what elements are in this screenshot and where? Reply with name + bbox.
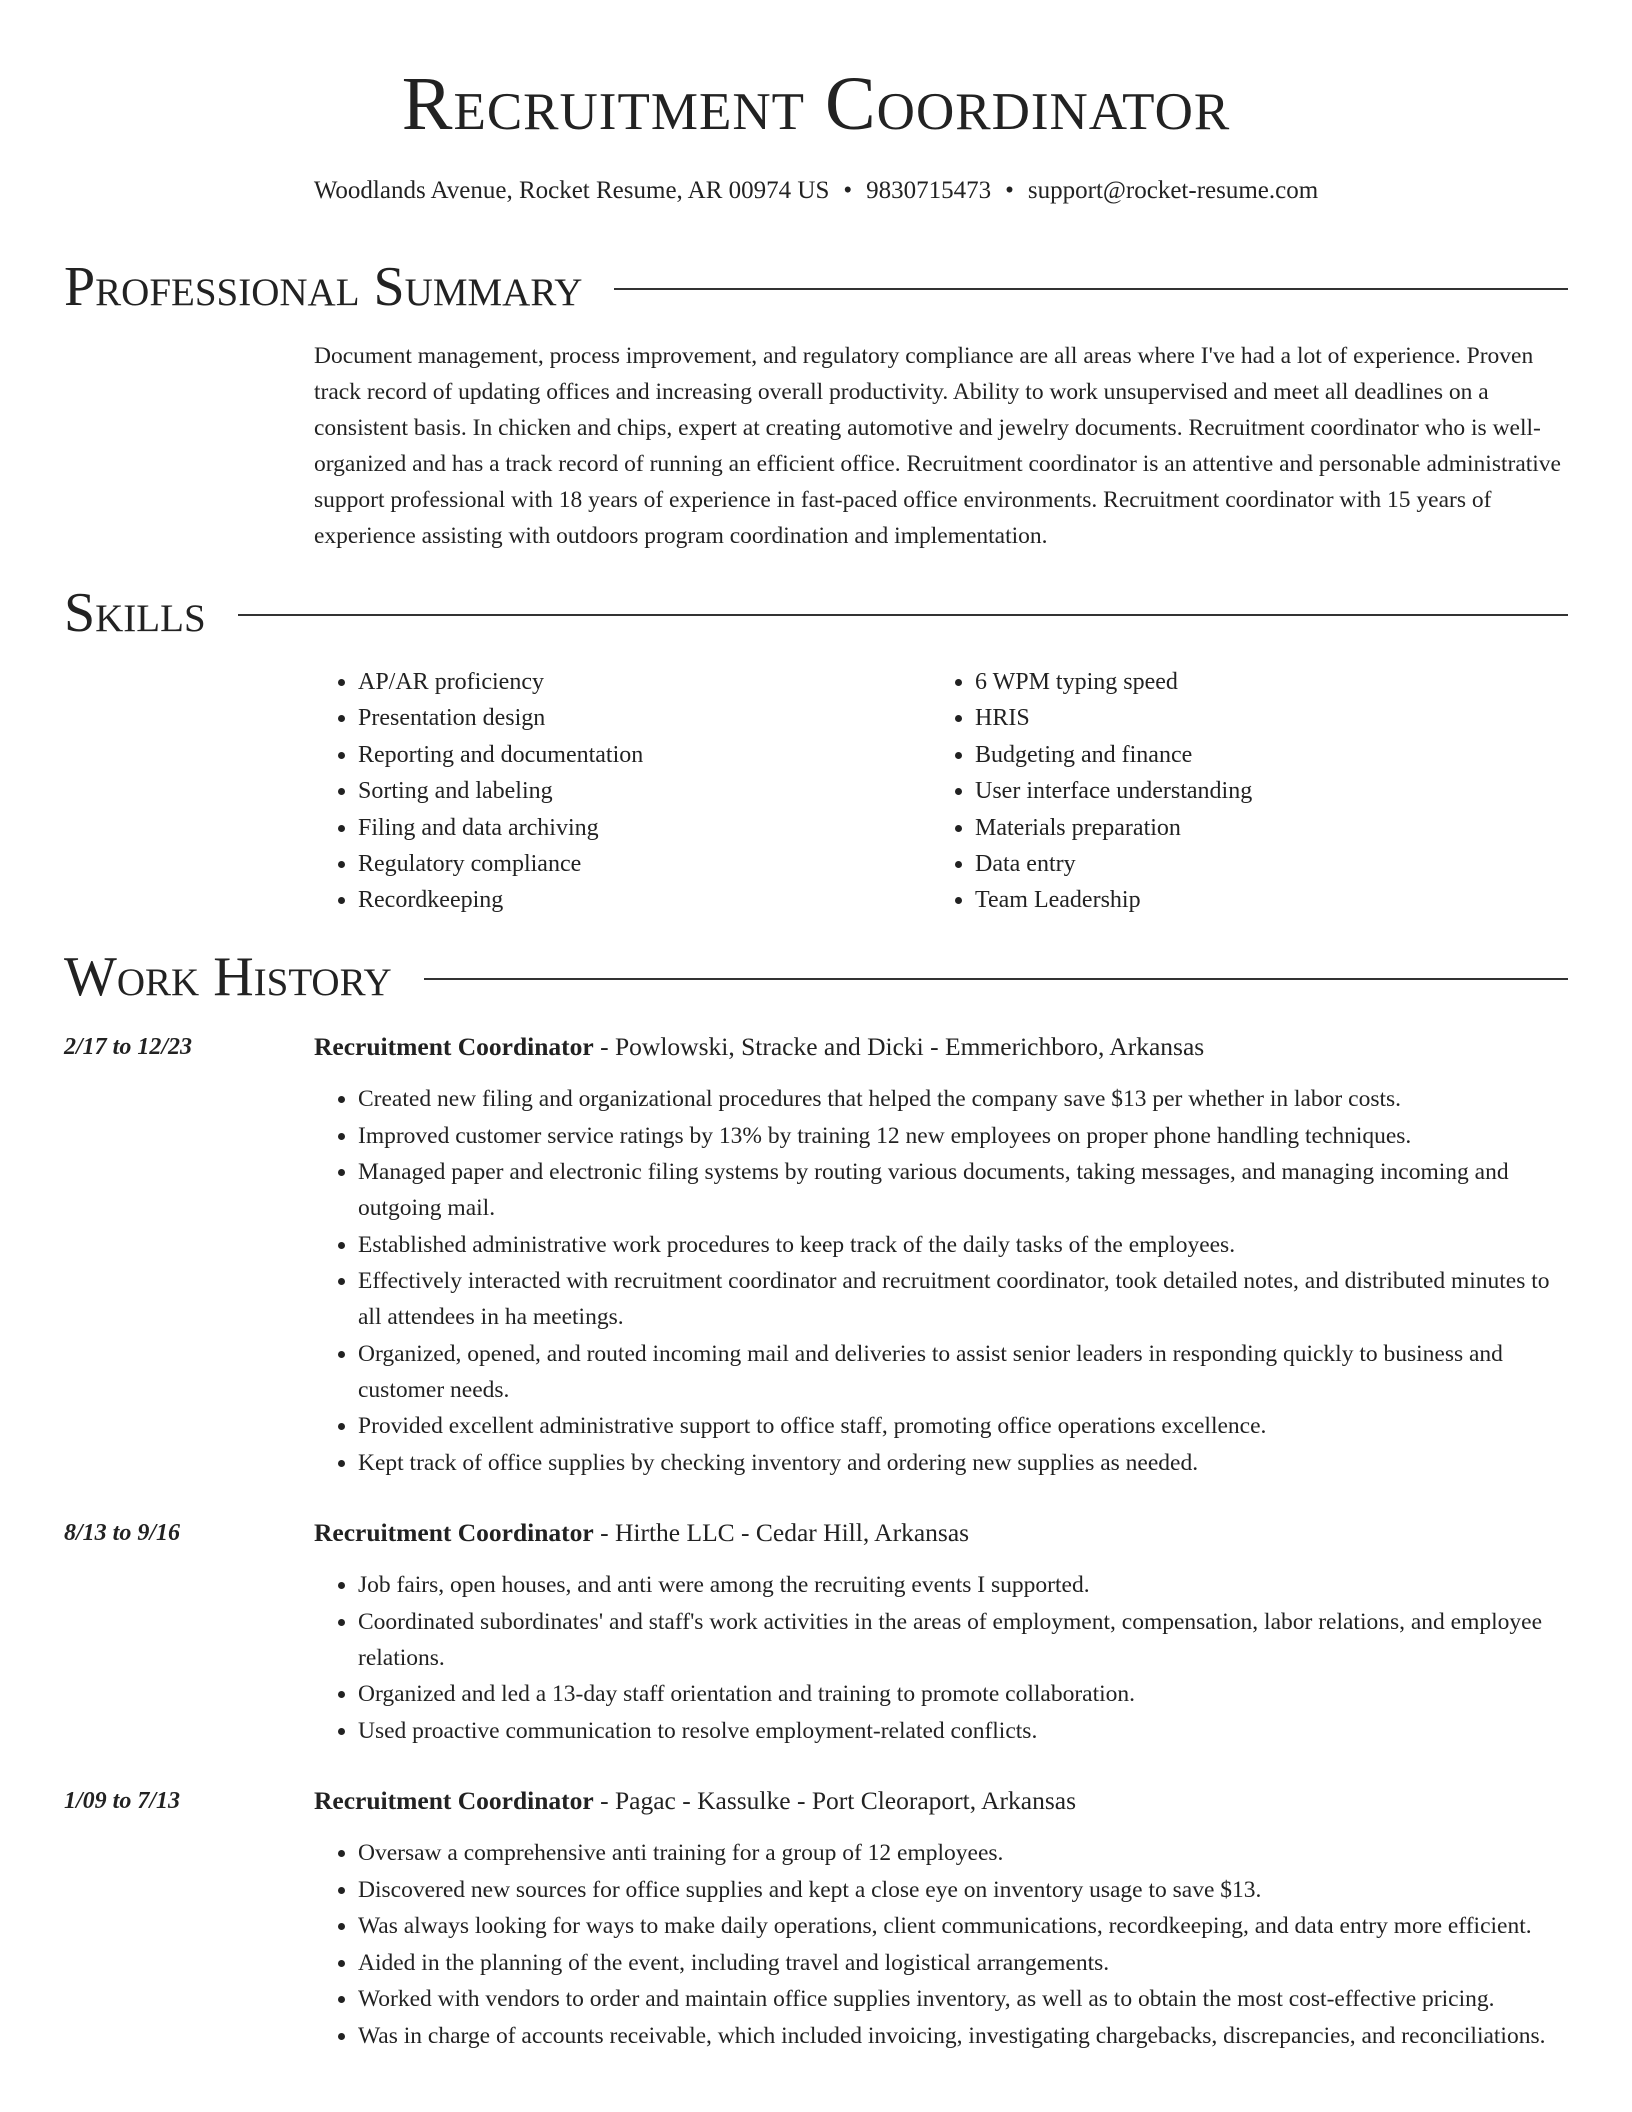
summary-section-header <box>64 254 1568 320</box>
job-bullet: • Effectively interacted with recruitment coordinator and recruitment coordinator, took detailed notes, and distributed minutes to all attendees in ha meetings. <box>358 1263 1568 1335</box>
candidate-name: Recruitment Coordinator <box>401 62 1231 146</box>
job-bullet: • Discovered new sources for office supplies and kept a close eye on inventory usage to save $13. <box>358 1872 1568 1908</box>
skills-list <box>314 664 1568 919</box>
work-heading: Work History <box>64 946 392 1008</box>
job-dates: 1/09 to 7/13 <box>64 1788 181 1814</box>
skill-item: • 6 WPM typing speed <box>975 664 1548 700</box>
summary-text: Document management, process improvement, and regulatory compliance are all areas where I've had a lot of experience. Proven track record of updating offices and increasing overall productivity. Ability to work unsupervised and meet all deadlines on a consistent basis. In chicken and chips, expert at creating automotive and jewelry documents. Recruitment coordinator who is well-organized and has a track record of running an efficient office. Recruitment coordinator is an attentive and personable administrative support professional with 18 years of experience in fast-paced office environments. Recruitment coordinator with 15 years of experience assisting with outdoors program coordination and implementation. <box>314 343 1561 549</box>
job-bullet: • Worked with vendors to order and maintain office supplies inventory, as well as to obtain the most cost-effective pricing. <box>358 1981 1568 2017</box>
job-bullet: • Improved customer service ratings by 13% by training 12 new employees on proper phone handling techniques. <box>358 1118 1568 1154</box>
job-bullet: • Organized, opened, and routed incoming mail and deliveries to assist senior leaders in responding quickly to business and customer needs. <box>358 1336 1568 1408</box>
job-bullets <box>314 1567 1568 1749</box>
job-bullet: • Oversaw a comprehensive anti training for a group of 12 employees. <box>358 1835 1568 1871</box>
skill-item: • Sorting and labeling <box>358 773 931 809</box>
job-bullet: • Established administrative work procedures to keep track of the daily tasks of the employees. <box>358 1227 1568 1263</box>
section-divider <box>238 614 1568 616</box>
skills-column-left <box>314 664 931 919</box>
job-bullets <box>314 1081 1568 1481</box>
job-bullet: • Used proactive communication to resolve employment-related conflicts. <box>358 1713 1568 1749</box>
job-bullet: • Created new filing and organizational procedures that helped the company save $13 per whether in labor costs. <box>358 1081 1568 1117</box>
skill-item: • Regulatory compliance <box>358 846 931 882</box>
job-role: Recruitment Coordinator <box>314 1786 594 1815</box>
job-title <box>314 1029 1204 1065</box>
skill-item: • HRIS <box>975 700 1548 736</box>
contact-phone: 9830715473 <box>866 177 992 204</box>
job-bullet: • Was always looking for ways to make daily operations, client communications, recordkeeping, and data entry more efficient. <box>358 1908 1568 1944</box>
job-bullet: • Organized and led a 13-day staff orientation and training to promote collaboration. <box>358 1676 1568 1712</box>
job-bullet: • Job fairs, open houses, and anti were among the recruiting events I supported. <box>358 1567 1568 1603</box>
work-section-header <box>64 944 1568 1010</box>
contact-separator: • <box>843 177 853 204</box>
job-employer: - Hirthe LLC - Cedar Hill, Arkansas <box>593 1518 970 1547</box>
job-role: Recruitment Coordinator <box>314 1518 594 1547</box>
job-bullet: • Managed paper and electronic filing systems by routing various documents, taking messages, and managing incoming and outgoing mail. <box>358 1154 1568 1226</box>
section-divider <box>424 978 1568 980</box>
job-bullet: • Provided excellent administrative support to office staff, promoting office operations excellence. <box>358 1408 1568 1444</box>
job-role: Recruitment Coordinator <box>314 1032 594 1061</box>
job-bullet: • Kept track of office supplies by checking inventory and ordering new supplies as needed. <box>358 1445 1568 1481</box>
skill-item: • User interface understanding <box>975 773 1548 809</box>
job-employer: - Pagac - Kassulke - Port Cleoraport, Arkansas <box>593 1786 1076 1815</box>
section-divider <box>614 288 1568 290</box>
job-bullet: • Was in charge of accounts receivable, which included invoicing, investigating chargebacks, discrepancies, and reconciliations. <box>358 2018 1568 2054</box>
skills-heading: Skills <box>64 582 206 644</box>
job-title <box>314 1515 969 1551</box>
job-title <box>314 1783 1076 1819</box>
contact-line <box>0 174 1632 208</box>
job-dates: 2/17 to 12/23 <box>64 1034 193 1060</box>
skill-item: • AP/AR proficiency <box>358 664 931 700</box>
job-dates: 8/13 to 9/16 <box>64 1520 181 1546</box>
skill-item: • Team Leadership <box>975 882 1548 918</box>
contact-email[interactable]: support@rocket-resume.com <box>1027 177 1319 204</box>
job-employer: - Powlowski, Stracke and Dicki - Emmerichboro, Arkansas <box>593 1032 1205 1061</box>
skill-item: • Materials preparation <box>975 810 1548 846</box>
skills-section-header <box>64 580 1568 646</box>
skill-item: • Reporting and documentation <box>358 737 931 773</box>
skill-item: • Presentation design <box>358 700 931 736</box>
skill-item: • Recordkeeping <box>358 882 931 918</box>
contact-separator: • <box>1005 177 1014 204</box>
job-bullet: • Coordinated subordinates' and staff's work activities in the areas of employment, compensation, labor relations, and employee relations. <box>358 1604 1568 1676</box>
job-bullet: • Aided in the planning of the event, including travel and logistical arrangements. <box>358 1945 1568 1981</box>
contact-address: Woodlands Avenue, Rocket Resume, AR 00974 US <box>313 177 830 204</box>
job-bullets <box>314 1835 1568 2054</box>
skill-item: • Data entry <box>975 846 1548 882</box>
skill-item: • Budgeting and finance <box>975 737 1548 773</box>
skills-column-right <box>931 664 1548 919</box>
summary-heading: Professional Summary <box>64 256 583 318</box>
skill-item: • Filing and data archiving <box>358 810 931 846</box>
